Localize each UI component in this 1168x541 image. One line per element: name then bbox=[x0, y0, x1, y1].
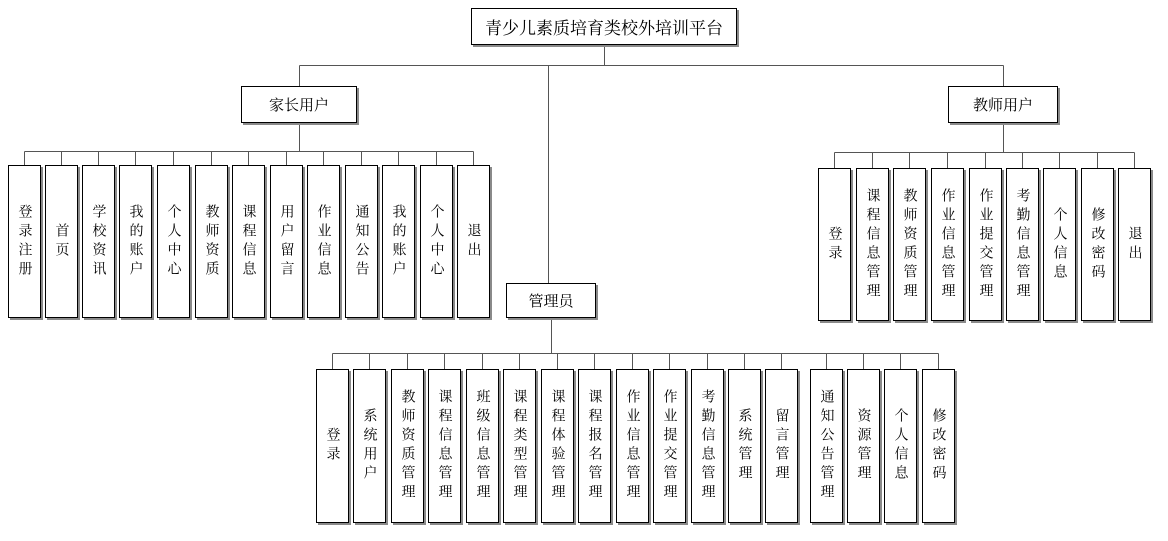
parent-item-2 bbox=[45, 165, 78, 318]
admin-item-label: 教师资质管理 bbox=[399, 389, 416, 503]
admin-item-8 bbox=[578, 369, 611, 523]
admin-item-label: 通知公告管理 bbox=[818, 389, 835, 503]
admin-item-11 bbox=[691, 369, 724, 523]
teacher-item-4 bbox=[931, 168, 964, 321]
teacher-item-label: 修改密码 bbox=[1089, 206, 1106, 283]
parent-item-label: 作业信息 bbox=[315, 203, 332, 280]
teacher-item-label: 退出 bbox=[1126, 225, 1143, 264]
parent-item-5 bbox=[157, 165, 190, 318]
parent-item-8 bbox=[270, 165, 303, 318]
admin-item-label: 系统用户 bbox=[361, 408, 378, 484]
teacher-user-node: 教师用户 bbox=[948, 86, 1058, 123]
parent-item-3 bbox=[82, 165, 115, 318]
admin-item-label: 资源管理 bbox=[855, 408, 872, 484]
parent-item-label: 用户留言 bbox=[278, 203, 295, 280]
parent-item-label: 我的账户 bbox=[127, 203, 144, 280]
admin-item-16 bbox=[884, 369, 917, 523]
parent-item-label: 个人中心 bbox=[428, 203, 445, 280]
admin-item-17 bbox=[922, 369, 955, 523]
parent-item-4 bbox=[119, 165, 152, 318]
parent-item-11 bbox=[382, 165, 415, 318]
admin-item-7 bbox=[541, 369, 574, 523]
admin-item-13 bbox=[765, 369, 798, 523]
admin-item-label: 修改密码 bbox=[930, 408, 947, 484]
teacher-item-label: 作业信息管理 bbox=[939, 187, 956, 302]
admin-node: 管理员 bbox=[506, 283, 596, 318]
admin-item-label: 课程报名管理 bbox=[586, 389, 603, 503]
parent-item-label: 退出 bbox=[465, 222, 482, 261]
parent-item-label: 学校资讯 bbox=[90, 203, 107, 280]
parent-item-6 bbox=[195, 165, 228, 318]
admin-item-label: 班级信息管理 bbox=[474, 389, 491, 503]
teacher-item-label: 个人信息 bbox=[1051, 206, 1068, 283]
parent-item-10 bbox=[345, 165, 378, 318]
teacher-item-label: 登录 bbox=[826, 225, 843, 264]
admin-item-label: 考勤信息管理 bbox=[699, 389, 716, 503]
parent-item-label: 通知公告 bbox=[353, 203, 370, 280]
teacher-item-label: 课程信息管理 bbox=[864, 187, 881, 302]
teacher-item-label: 教师资质管理 bbox=[901, 187, 918, 302]
admin-item-label: 作业提交管理 bbox=[661, 389, 678, 503]
teacher-item-1 bbox=[818, 168, 851, 321]
admin-item-label: 作业信息管理 bbox=[624, 389, 641, 503]
admin-item-9 bbox=[616, 369, 649, 523]
admin-item-label: 课程类型管理 bbox=[511, 389, 528, 503]
teacher-item-8 bbox=[1081, 168, 1114, 321]
root-node: 青少儿素质培育类校外培训平台 bbox=[471, 8, 737, 45]
admin-item-3 bbox=[391, 369, 424, 523]
admin-item-6 bbox=[503, 369, 536, 523]
admin-item-label: 系统管理 bbox=[736, 408, 753, 484]
parent-item-label: 我的账户 bbox=[390, 203, 407, 280]
admin-item-label: 登录 bbox=[324, 427, 341, 465]
parent-user-node: 家长用户 bbox=[241, 86, 357, 123]
parent-item-label: 首页 bbox=[53, 222, 70, 261]
parent-item-label: 课程信息 bbox=[240, 203, 257, 280]
parent-item-7 bbox=[232, 165, 265, 318]
teacher-item-2 bbox=[856, 168, 889, 321]
parent-item-label: 教师资质 bbox=[203, 203, 220, 280]
admin-item-label: 个人信息 bbox=[892, 408, 909, 484]
admin-item-label: 课程体验管理 bbox=[549, 389, 566, 503]
parent-item-1 bbox=[8, 165, 41, 318]
admin-item-1 bbox=[316, 369, 349, 523]
admin-item-2 bbox=[353, 369, 386, 523]
parent-item-13 bbox=[457, 165, 490, 318]
teacher-item-9 bbox=[1118, 168, 1151, 321]
admin-item-label: 课程信息管理 bbox=[436, 389, 453, 503]
admin-item-4 bbox=[428, 369, 461, 523]
admin-item-label: 留言管理 bbox=[773, 408, 790, 484]
admin-item-14 bbox=[810, 369, 843, 523]
parent-item-label: 登录注册 bbox=[16, 203, 33, 280]
parent-item-12 bbox=[420, 165, 453, 318]
parent-item-label: 个人中心 bbox=[165, 203, 182, 280]
admin-item-10 bbox=[653, 369, 686, 523]
admin-item-15 bbox=[847, 369, 880, 523]
admin-item-5 bbox=[466, 369, 499, 523]
teacher-item-6 bbox=[1006, 168, 1039, 321]
admin-item-12 bbox=[728, 369, 761, 523]
teacher-item-label: 作业提交管理 bbox=[977, 187, 994, 302]
teacher-item-5 bbox=[969, 168, 1002, 321]
teacher-item-3 bbox=[893, 168, 926, 321]
teacher-item-label: 考勤信息管理 bbox=[1014, 187, 1031, 302]
teacher-item-7 bbox=[1043, 168, 1076, 321]
parent-item-9 bbox=[307, 165, 340, 318]
